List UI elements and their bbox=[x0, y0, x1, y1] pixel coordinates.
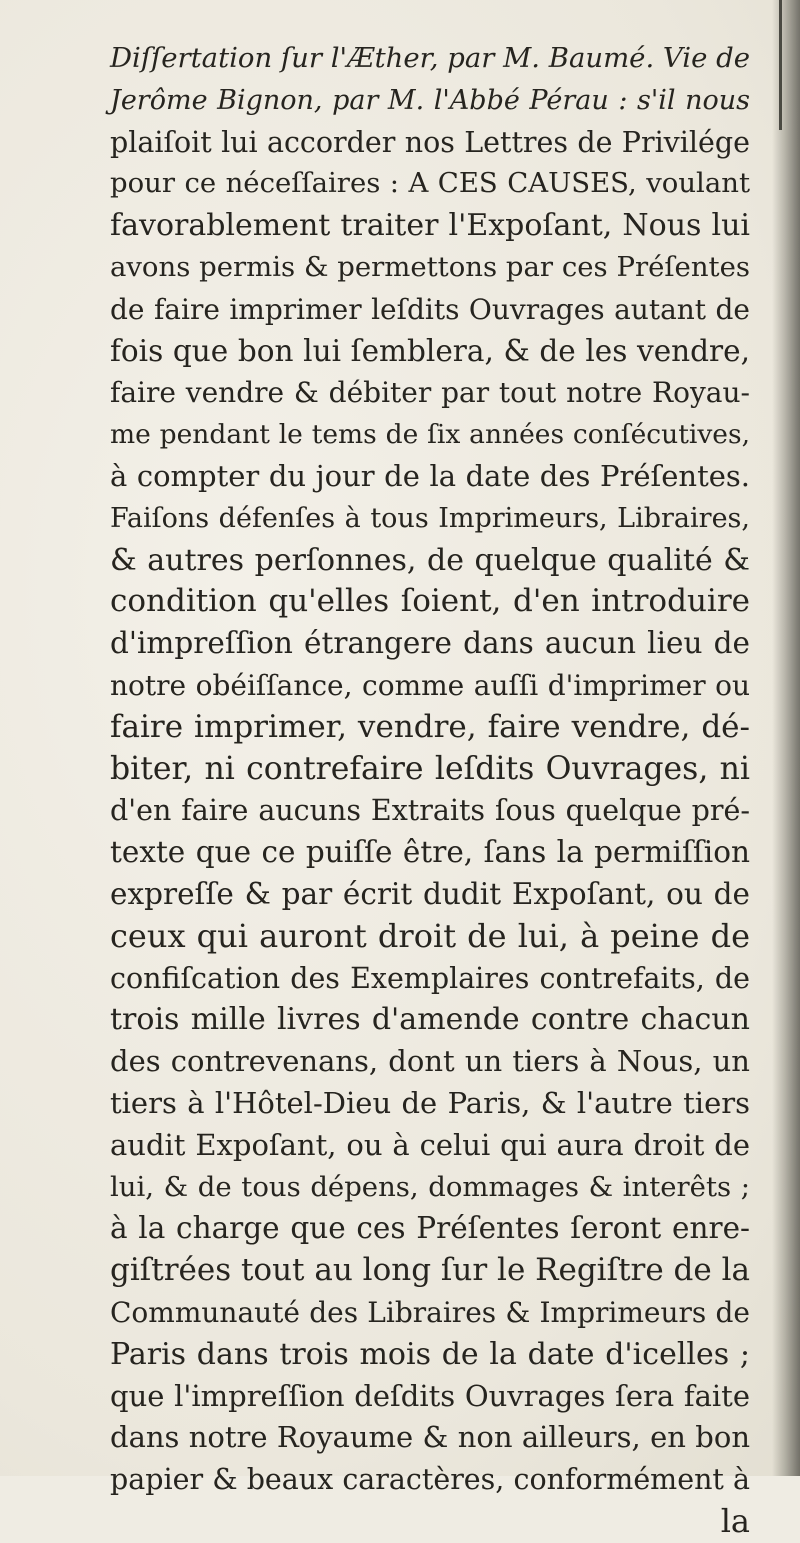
text-line: notre obéiſſance, comme auſſi d'imprimer ou bbox=[110, 668, 750, 702]
text-line: fois que bon lui ſemblera, & de les vendre, bbox=[110, 333, 750, 368]
text-line: me pendant le tems de ſix années conſécutives, bbox=[110, 419, 750, 451]
text-line: condition qu'elles ſoient, d'en introduire bbox=[110, 583, 750, 620]
text-line: de faire imprimer leſdits Ouvrages autant de bbox=[110, 292, 750, 326]
catchword: la bbox=[720, 1501, 750, 1540]
text-line: Paris dans trois mois de la date d'icelles ; bbox=[110, 1336, 750, 1372]
text-line: d'en faire aucuns Extraits ſous quelque pré- bbox=[110, 794, 750, 828]
text-line: à la charge que ces Préſentes ſeront enre- bbox=[110, 1211, 750, 1246]
text-line: Faiſons défenſes à tous Imprimeurs, Libraires, bbox=[110, 502, 750, 534]
text-line: tiers à l'Hôtel-Dieu de Paris, & l'autre tiers bbox=[110, 1085, 750, 1120]
text-line: des contrevenans, dont un tiers à Nous, un bbox=[110, 1044, 750, 1079]
text-line: avons permis & permettons par ces Préſentes bbox=[110, 250, 750, 283]
text-line: trois mille livres d'amende contre chacun bbox=[110, 1002, 750, 1038]
text-line: texte que ce puiſſe être, ſans la permiſſion bbox=[110, 835, 750, 870]
text-line: favorablement traiter l'Expoſant, Nous lui bbox=[110, 208, 750, 244]
text-line: giſtrées tout au long ſur le Regiſtre de la bbox=[110, 1252, 750, 1289]
text-line: faire vendre & débiter par tout notre Royau- bbox=[110, 376, 750, 410]
text-line: audit Expoſant, ou à celui qui aura droit de bbox=[110, 1127, 750, 1162]
text-line: & autres perſonnes, de quelque qualité & bbox=[110, 542, 750, 578]
text-line: lui, & de tous dépens, dommages & interêts ; bbox=[110, 1170, 750, 1203]
text-line: plaiſoit lui accorder nos Lettres de Privilége bbox=[110, 125, 750, 159]
text-line: pour ce néceſſaires : A CES CAUSES, voulant bbox=[110, 167, 750, 200]
text-line: expreſſe & par écrit dudit Expoſant, ou de bbox=[110, 876, 750, 911]
text-line: Communauté des Libraires & Imprimeurs de bbox=[110, 1295, 750, 1329]
text-line: faire imprimer, vendre, faire vendre, dé- bbox=[110, 708, 750, 745]
binding-line bbox=[779, 0, 782, 130]
text-line: Diſſertation ſur l'Æther, par M. Baumé. Vie de bbox=[110, 42, 750, 74]
text-line: que l'impreſſion deſdits Ouvrages ſera faite bbox=[110, 1378, 750, 1413]
text-line: ceux qui auront droit de lui, à peine de bbox=[110, 916, 750, 955]
text-line: Jerôme Bignon, par M. l'Abbé Pérau : s'il nous bbox=[110, 84, 750, 116]
privilege-text-block bbox=[110, 38, 750, 1543]
text-line: confiſcation des Exemplaires contrefaits, de bbox=[110, 961, 750, 995]
text-line: papier & beaux caractères, conformément à bbox=[110, 1463, 750, 1497]
text-line: biter, ni contrefaire leſdits Ouvrages, ni bbox=[110, 750, 750, 787]
text-line: dans notre Royaume & non ailleurs, en bon bbox=[110, 1420, 750, 1455]
page-edge-shadow bbox=[772, 0, 800, 1476]
text-line: d'impreſſion étrangere dans aucun lieu de bbox=[110, 626, 750, 661]
text-line: à compter du jour de la date des Préſentes. bbox=[110, 458, 750, 493]
